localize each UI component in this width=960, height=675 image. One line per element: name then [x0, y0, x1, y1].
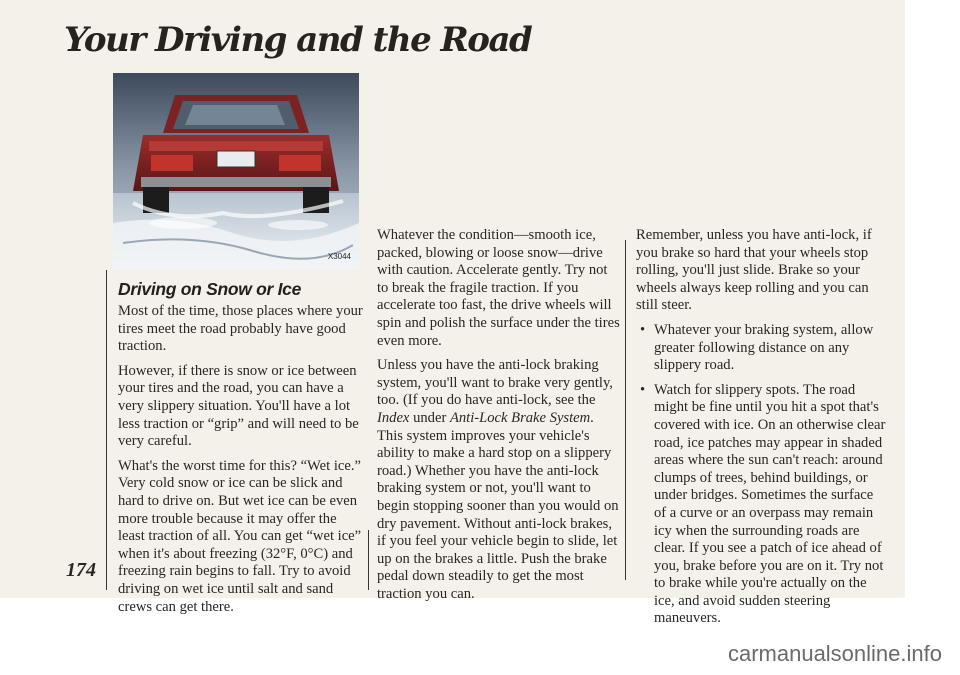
- bullet-item: • Whatever your braking system, allow greater following distance on any slippery road.: [636, 322, 886, 375]
- column-1: [118, 303, 363, 623]
- car-illustration: [113, 73, 359, 269]
- bullet-list: [636, 322, 886, 628]
- page-number: 174: [66, 559, 96, 581]
- section-title: Your Driving and the Road: [64, 20, 532, 60]
- figure-code: X3044: [327, 252, 351, 261]
- paragraph: [377, 357, 622, 603]
- subsection-heading: Driving on Snow or Ice: [118, 279, 302, 299]
- column-2: [377, 227, 622, 610]
- column-divider: [368, 530, 369, 590]
- index-reference: Index: [377, 409, 410, 426]
- watermark: carmanualsonline.info: [727, 641, 942, 666]
- text-run: . This system improves your vehicle's ability to make a hard stop on a slippery road.) Whether you have the anti-lock braking system or not, you'll want to begin stopping sooner than you would on dry pavement. Without anti-lock brakes, if you feel your vehicle begin to slide, let up on the brakes a little. Push the brake pedal down steadily to get the most traction you can.: [377, 409, 619, 602]
- column-divider: [625, 240, 626, 580]
- paragraph: Remember, unless you have anti-lock, if you brake so hard that your wheels stop rolling, you'll just slide. Brake so your wheels always keep rolling and you can still steer.: [636, 227, 872, 314]
- column-divider: [106, 270, 107, 590]
- text-run: under: [409, 409, 450, 426]
- paragraph: Whatever the condition—smooth ice, packed, blowing or loose snow—drive with caution. Accelerate gently. Try not to break the fragile traction. If you accelerate too fast, the drive wheels will spin and polish the surface under the tires even more.: [377, 227, 620, 349]
- section-reference: Anti-Lock Brake System: [449, 409, 591, 426]
- paragraph: What's the worst time for this? “Wet ice.” Very cold snow or ice can be slick and hard to drive on. But wet ice can be even more trouble because it may offer the least traction of all. You can get “wet ice” when it's about freezing (32°F, 0°C) and freezing rain begins to fall. Try to avoid driving on wet ice until salt and sand crews can get there.: [118, 457, 362, 615]
- paragraph: Most of the time, those places where your tires meet the road probably have good traction.: [118, 303, 363, 355]
- paragraph: However, if there is snow or ice between your tires and the road, you can have a very slippery situation. You'll have a lot less traction or “grip” and will need to be very careful.: [118, 362, 359, 450]
- column-3: [636, 227, 886, 635]
- text-run: Unless you have the anti-lock braking system, you'll want to brake very gently, too. (If you do have anti-lock, see the: [377, 357, 613, 409]
- car-on-ice-photo: [113, 73, 359, 269]
- bullet-item: • Watch for slippery spots. The road might be fine until you hit a spot that's covered with ice. On an otherwise clear road, ice patches may appear in shaded areas where the sun can't reach: around clumps of trees, behind buildings, or under bridges. Sometimes the surface of a curve or an overpass may remain icy when the surrounding roads are clear. If you see a patch of ice ahead of you, brake before you are on it. Try not to brake while you're actually on the ice, and avoid sudden steering maneuvers.: [636, 382, 886, 628]
